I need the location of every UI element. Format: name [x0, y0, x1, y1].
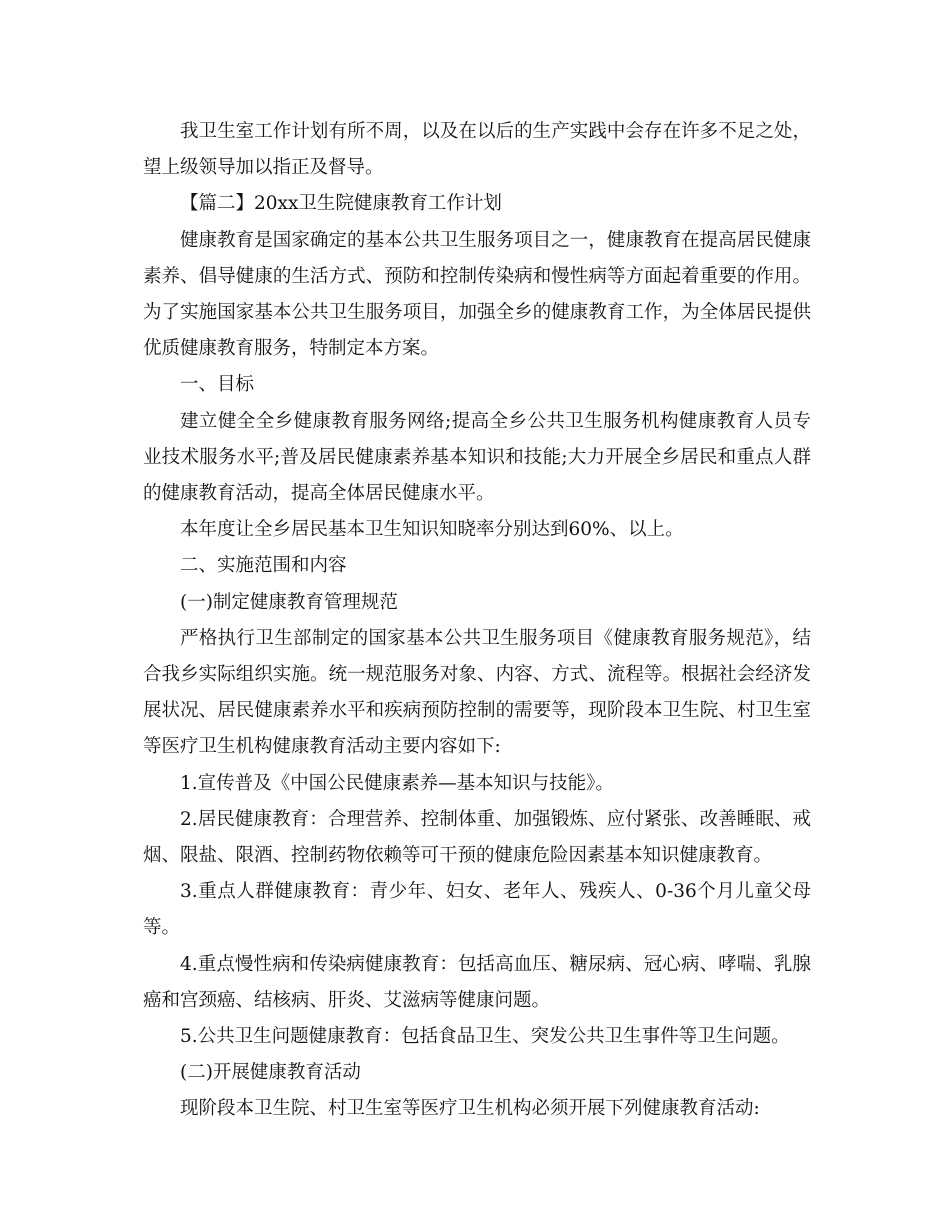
subheading-activities: (二)开展健康教育活动	[180, 1062, 361, 1084]
list-item: 2.居民健康教育：合理营养、控制体重、加强锻炼、应付紧张、改善睡眠、戒烟、限盐、限酒、控制药物依赖等可干预的健康危险因素基本知识健康教育。	[143, 808, 811, 867]
list-item: 5.公共卫生问题健康教育：包括食品卫生、突发公共卫生事件等卫生问题。	[180, 1026, 790, 1048]
heading-scope: 二、实施范围和内容	[180, 555, 347, 577]
standards-paragraph: 严格执行卫生部制定的国家基本公共卫生服务项目《健康教育服务规范》，结合我乡实际组织实施。统一规范服务对象、内容、方式、流程等。根据社会经济发展状况、居民健康素养水平和疾病预防控制的需要等，现阶段本卫生院、村卫生室等医疗卫生机构健康教育活动主要内容如下:	[143, 627, 811, 758]
document-body	[143, 114, 811, 1128]
goals-paragraph: 建立健全全乡健康教育服务网络;提高全乡公共卫生服务机构健康教育人员专业技术服务水平;普及居民健康素养基本知识和技能;大力开展全乡居民和重点人群的健康教育活动，提高全体居民健康水平。	[143, 410, 811, 505]
activities-paragraph: 现阶段本卫生院、村卫生室等医疗卫生机构必须开展下列健康教育活动:	[180, 1098, 760, 1120]
heading-goals: 一、目标	[180, 374, 255, 396]
list-item: 1.宣传普及《中国公民健康素养—基本知识与技能》。	[180, 772, 614, 794]
target-rate-paragraph: 本年度让全乡居民基本卫生知识知晓率分别达到60%、以上。	[180, 519, 684, 541]
subheading-standards: (一)制定健康教育管理规范	[180, 591, 398, 613]
list-item: 4.重点慢性病和传染病健康教育：包括高血压、糖尿病、冠心病、哮喘、乳腺癌和宫颈癌、结核病、肝炎、艾滋病等健康问题。	[143, 953, 811, 1011]
closing-paragraph: 我卫生室工作计划有所不周，以及在以后的生产实践中会存在许多不足之处，望上级领导加以指正及督导。	[143, 121, 811, 179]
section-title: 【篇二】20xx卫生院健康教育工作计划	[180, 193, 502, 215]
intro-paragraph: 健康教育是国家确定的基本公共卫生服务项目之一，健康教育在提高居民健康素养、倡导健康的生活方式、预防和控制传染病和慢性病等方面起着重要的作用。为了实施国家基本公共卫生服务项目，加强全乡的健康教育工作，为全体居民提供优质健康教育服务，特制定本方案。	[143, 229, 811, 360]
list-item: 3.重点人群健康教育：青少年、妇女、老年人、残疾人、0-36个月儿童父母等。	[143, 881, 811, 939]
